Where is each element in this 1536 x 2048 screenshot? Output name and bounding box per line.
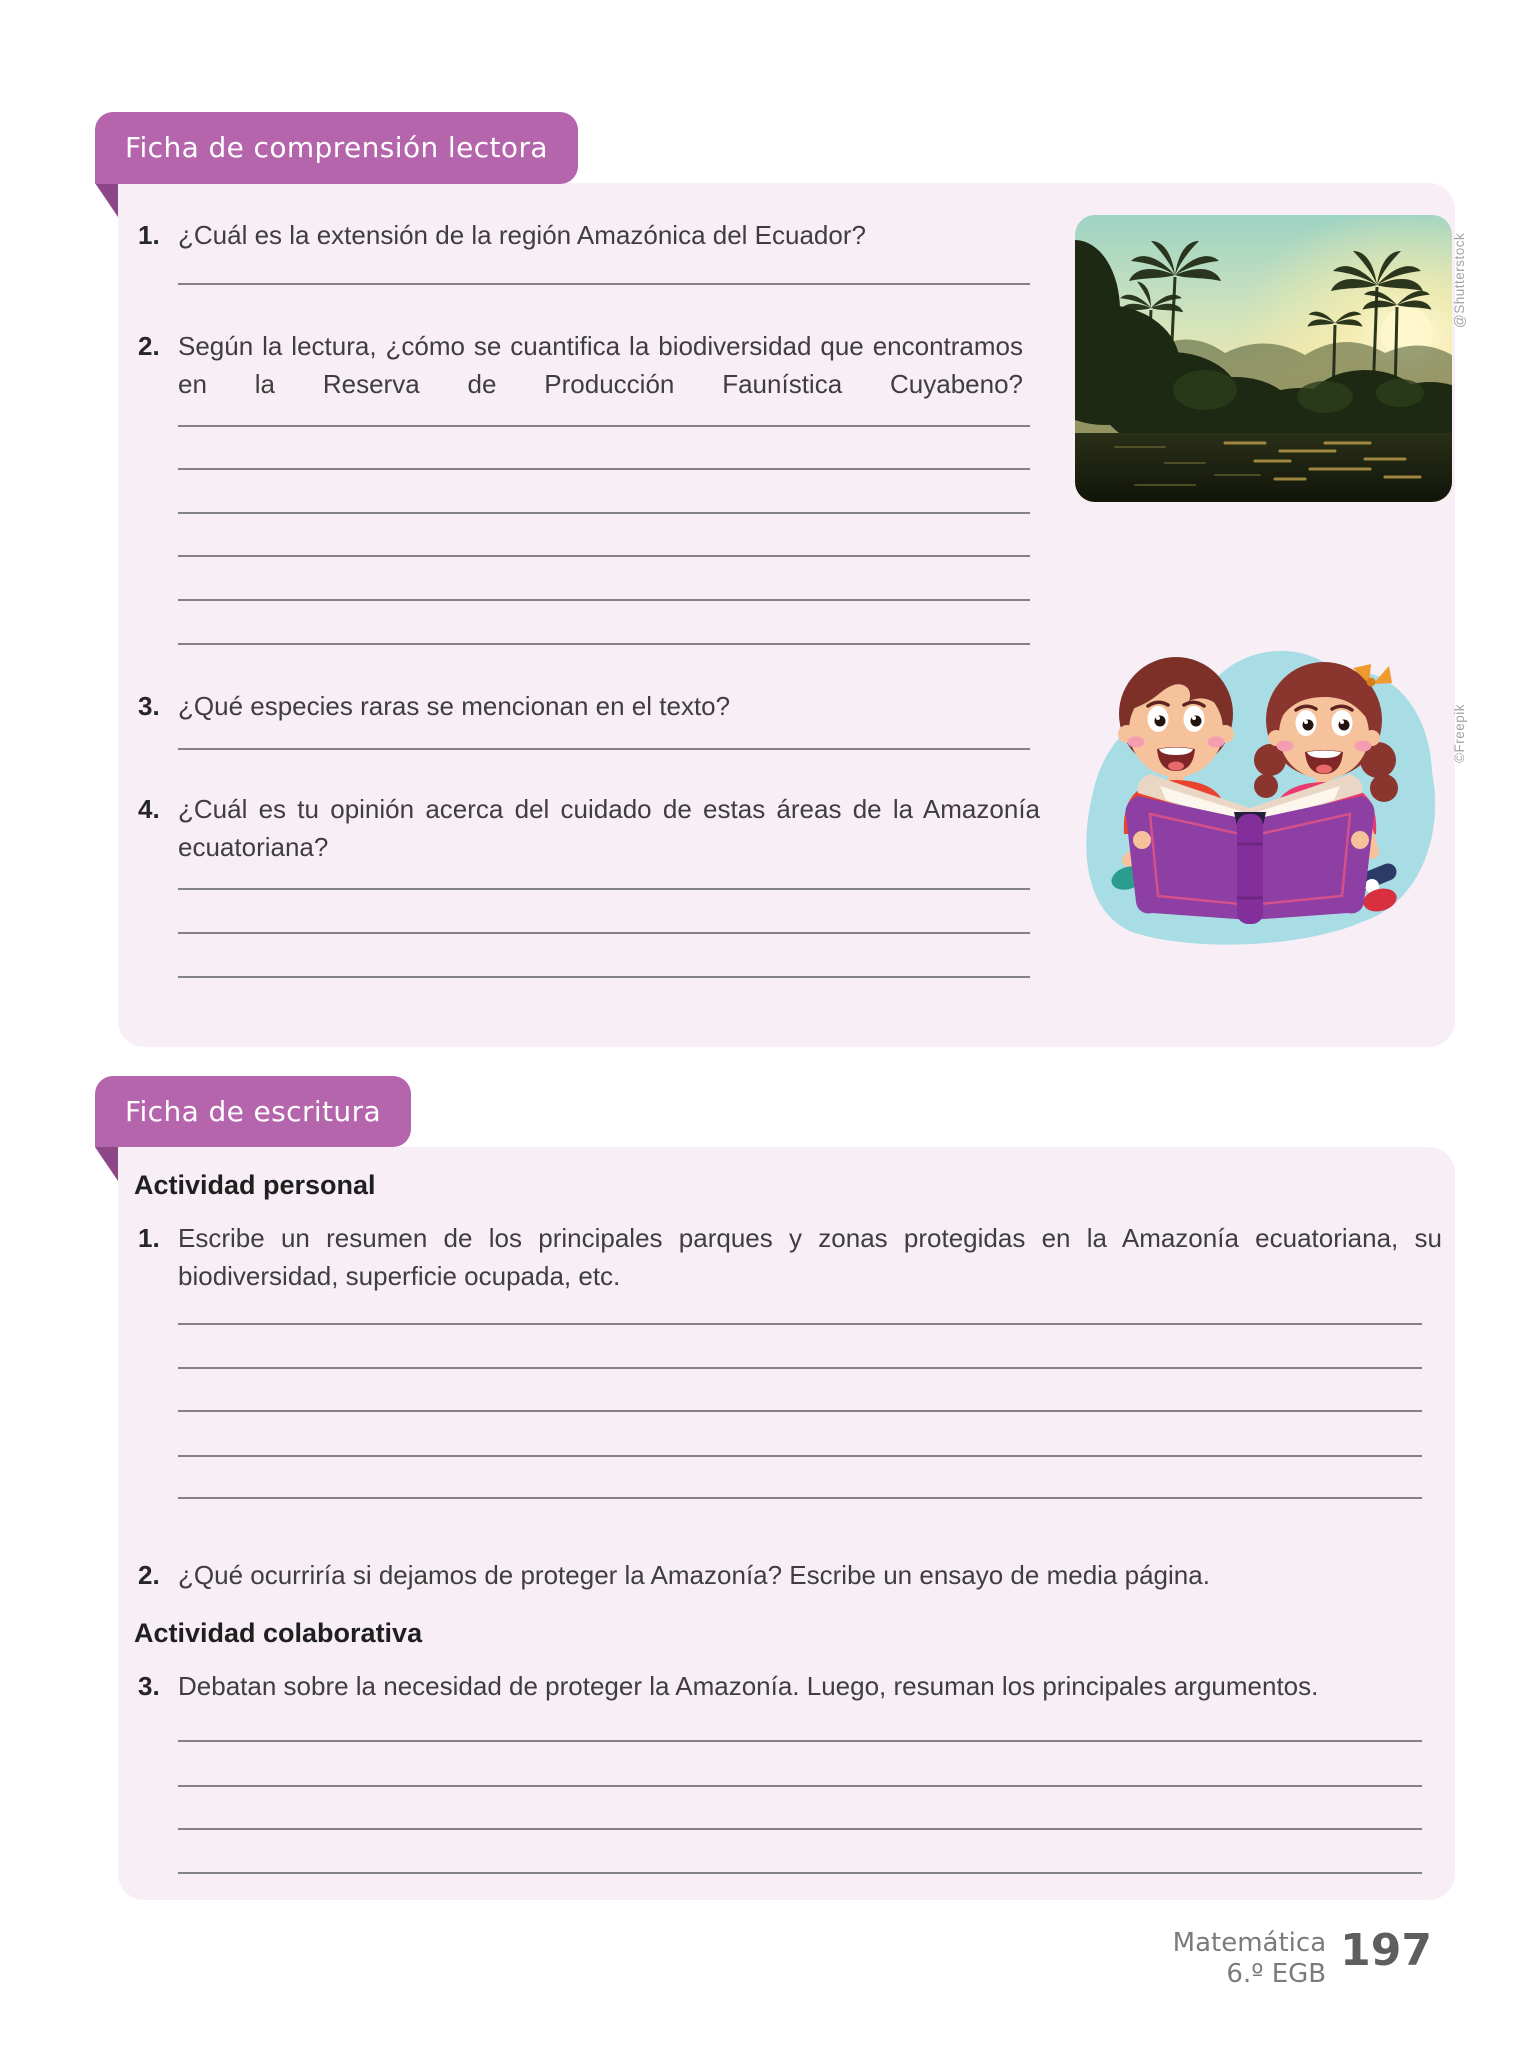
question-2: [138, 327, 1023, 403]
answer-line: [178, 1497, 1422, 1499]
footer-subject-grade: [1173, 1928, 1326, 1990]
writing-tab-fold: [95, 1147, 118, 1181]
answer-line: [178, 1455, 1422, 1457]
comprehension-tab-fold: [95, 183, 118, 217]
personal-activity-heading: Actividad personal: [134, 1170, 376, 1200]
answer-line: [178, 1785, 1422, 1787]
collaborative-activity-heading: Actividad colaborativa: [134, 1618, 423, 1648]
writing-item-2: [138, 1556, 1442, 1594]
comprehension-tab: [95, 112, 578, 184]
page-number: 197: [1340, 1925, 1432, 1976]
answer-line: [178, 748, 1030, 750]
answer-line: [178, 512, 1030, 514]
question-2-number: 2.: [138, 331, 160, 361]
answer-line: [178, 932, 1030, 934]
answer-line: [178, 425, 1030, 427]
footer-subject: Matemática: [1172, 1928, 1327, 1958]
question-4: [138, 790, 1040, 866]
writing-item-2-text: ¿Qué ocurriría si dejamos de proteger la Amazonía? Escribe un ensayo de media página.: [178, 1560, 1210, 1590]
answer-line: [178, 555, 1030, 557]
writing-tab: [95, 1076, 411, 1147]
answer-line: [178, 976, 1030, 978]
answer-line: [178, 599, 1030, 601]
answer-line: [178, 283, 1030, 285]
question-4-number: 4.: [138, 794, 160, 824]
question-1-text: ¿Cuál es la extensión de la región Amazónica del Ecuador?: [178, 220, 866, 250]
children-reading-art: [1072, 602, 1448, 954]
answer-line: [178, 1872, 1422, 1874]
writing-item-3-text: Debatan sobre la necesidad de proteger la Amazonía. Luego, resuman los principales argumentos.: [178, 1671, 1319, 1701]
footer-grade: 6.º EGB: [1226, 1959, 1327, 1989]
answer-line: [178, 468, 1030, 470]
writing-item-1: [138, 1219, 1442, 1295]
comprehension-tab-label: Ficha de comprensión lectora: [125, 131, 548, 164]
writing-item-3-number: 3.: [138, 1671, 160, 1701]
page-footer: [1172, 1925, 1432, 1990]
writing-tab-label: Ficha de escritura: [125, 1095, 382, 1128]
answer-line: [178, 1740, 1422, 1742]
writing-item-3: [138, 1667, 1442, 1705]
question-3-number: 3.: [138, 691, 160, 721]
writing-item-1-number: 1.: [138, 1223, 160, 1253]
answer-line: [178, 1828, 1422, 1830]
answer-line: [178, 1410, 1422, 1412]
question-1: [138, 216, 1038, 254]
question-2-text: Según la lectura, ¿cómo se cuantifica la biodiversidad que encontramos en la Reserva de Producción Faunística Cuyabeno?: [178, 331, 1023, 399]
answer-line: [178, 1323, 1422, 1325]
answer-line: [178, 888, 1030, 890]
photo-credit: @Shutterstock: [1452, 232, 1467, 328]
writing-item-2-number: 2.: [138, 1560, 160, 1590]
question-3-text: ¿Qué especies raras se mencionan en el texto?: [178, 691, 731, 721]
question-3: [138, 687, 1038, 725]
jungle-sunrise-photo: [1075, 215, 1452, 502]
answer-line: [178, 643, 1030, 645]
illustration-credit: ©Freepik: [1452, 704, 1467, 763]
question-4-text: ¿Cuál es tu opinión acerca del cuidado de estas áreas de la Amazonía ecuatoriana?: [178, 794, 1040, 862]
writing-item-1-text: Escribe un resumen de los principales parques y zonas protegidas en la Amazonía ecuatoriana, su biodiversidad, superficie ocupada, etc.: [178, 1223, 1442, 1291]
answer-line: [178, 1367, 1422, 1369]
question-1-number: 1.: [138, 220, 160, 250]
children-reading-illustration: [1072, 602, 1448, 954]
jungle-sunrise-photo-art: [1075, 215, 1452, 502]
